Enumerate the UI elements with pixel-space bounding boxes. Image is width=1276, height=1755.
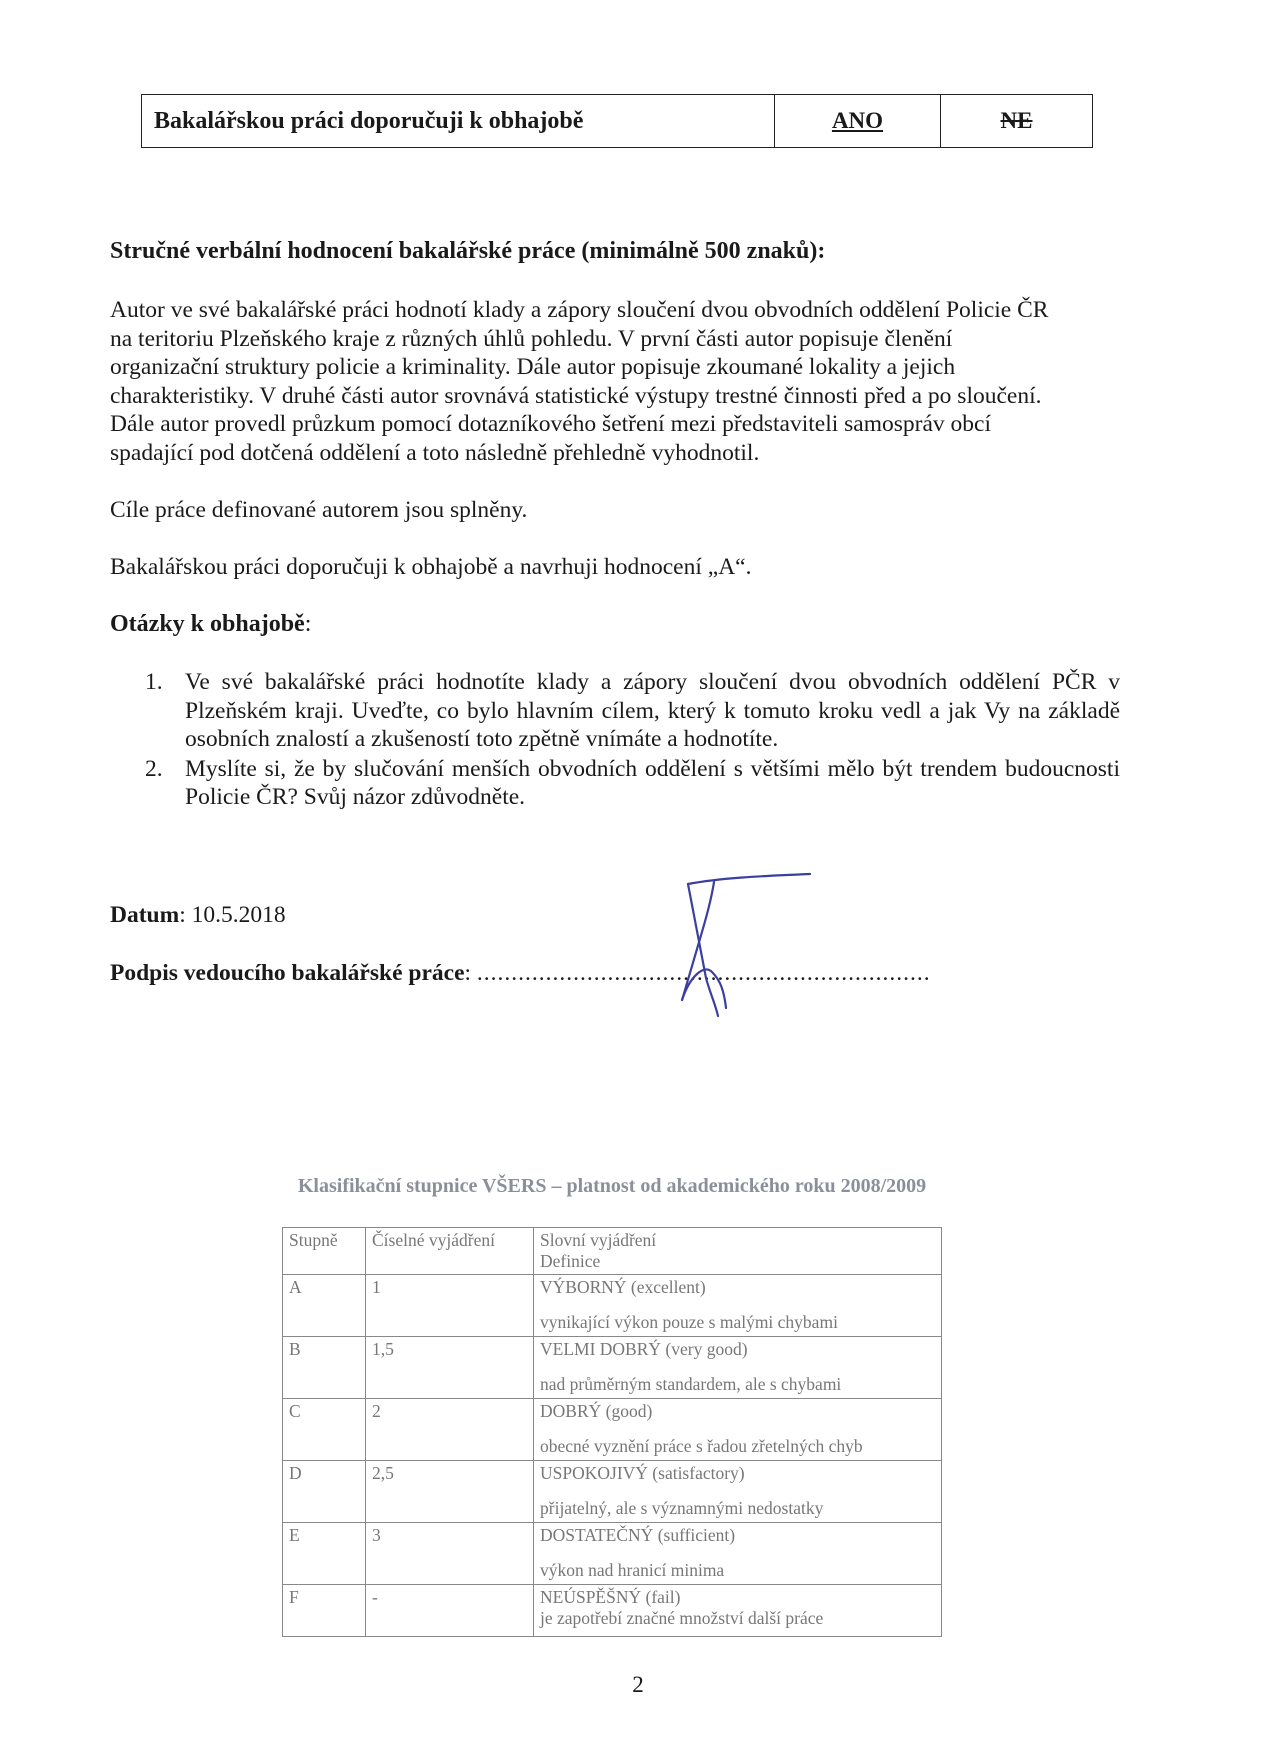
paragraph-line: Autor ve své bakalářské práci hodnotí klady a zápory sloučení dvou obvodních oddělení Policie ČR bbox=[110, 297, 1049, 323]
header-numeric: Číselné vyjádření bbox=[366, 1228, 534, 1275]
paragraph-line: na teritoriu Plzeňského kraje z různých úhlů pohledu. V první části autor popisuje členění bbox=[110, 325, 953, 352]
signature-label: Podpis vedoucího bakalářské práce bbox=[110, 960, 465, 986]
header-verbal-text: Slovní vyjádření bbox=[540, 1230, 657, 1250]
verbal-text: USPOKOJIVÝ (satisfactory) bbox=[540, 1463, 745, 1483]
definition-text: obecné vyznění práce s řadou zřetelných chyb bbox=[540, 1436, 863, 1456]
table-row bbox=[283, 1523, 942, 1585]
table-row bbox=[283, 1585, 942, 1637]
page-number: 2 bbox=[632, 1672, 644, 1697]
date-row bbox=[110, 902, 286, 929]
recommendation-yes: ANO bbox=[775, 95, 941, 147]
verbal-cell bbox=[534, 1585, 942, 1637]
questions-heading-colon: : bbox=[304, 611, 312, 637]
questions-heading-text: Otázky k obhajobě bbox=[110, 611, 305, 637]
numeric-cell: 1 bbox=[366, 1275, 534, 1337]
table-row bbox=[283, 1399, 942, 1461]
grade-cell: D bbox=[283, 1461, 366, 1523]
header-verbal bbox=[534, 1228, 942, 1275]
recommendation-no: NE bbox=[1000, 108, 1033, 133]
goals-text: Cíle práce definované autorem jsou splněny. bbox=[110, 497, 528, 523]
numeric-cell: - bbox=[366, 1585, 534, 1637]
conclusion-text: Bakalářskou práci doporučuji k obhajobě a navrhuji hodnocení „A“. bbox=[110, 554, 752, 580]
table-row bbox=[283, 1461, 942, 1523]
definition-text: nad průměrným standardem, ale s chybami bbox=[540, 1374, 842, 1394]
questions-heading bbox=[110, 611, 311, 638]
question-number: 1. bbox=[145, 669, 163, 695]
verbal-cell bbox=[534, 1399, 942, 1461]
signature-sep: : bbox=[464, 960, 472, 986]
verbal-text: VÝBORNÝ (excellent) bbox=[540, 1277, 706, 1297]
question-text: Ve své bakalářské práci hodnotíte klady a zápory sloučení dvou obvodních oddělení PČR v Plzeňském kraji. Uveďte, co bylo hlavním cílem, který k tomuto kroku vedl a jak Vy na základě osobních znalostí a zkušeností toto zpětně vnímáte a hodnotíte. bbox=[185, 669, 1120, 752]
question-item bbox=[145, 755, 1120, 812]
question-text: Myslíte si, že by slučování menších obvodních oddělení s většími mělo být trendem budoucnosti Policie ČR? Svůj názor zdůvodněte. bbox=[185, 755, 1120, 810]
grade-cell: E bbox=[283, 1523, 366, 1585]
grade-cell: C bbox=[283, 1399, 366, 1461]
paragraph-line: spadající pod dotčená oddělení a toto následně přehledně vyhodnotil. bbox=[110, 439, 760, 466]
definition-text: výkon nad hranicí minima bbox=[540, 1560, 725, 1580]
recommendation-question: Bakalářskou práci doporučuji k obhajobě bbox=[142, 95, 775, 147]
verbal-cell bbox=[534, 1523, 942, 1585]
definition-text: přijatelný, ale s významnými nedostatky bbox=[540, 1498, 824, 1518]
verbal-text: DOSTATEČNÝ (sufficient) bbox=[540, 1525, 736, 1545]
table-header-row bbox=[283, 1228, 942, 1275]
scale-title: Klasifikační stupnice VŠERS – platnost od akademického roku 2008/2009 bbox=[297, 1175, 927, 1197]
table-row bbox=[283, 1275, 942, 1337]
handwritten-signature bbox=[660, 868, 820, 1028]
date-value: 10.5.2018 bbox=[191, 902, 286, 928]
verbal-text: NEÚSPĚŠNÝ (fail) bbox=[540, 1587, 681, 1607]
verbal-text: VELMI DOBRÝ (very good) bbox=[540, 1339, 748, 1359]
paragraph-line: organizační struktury policie a kriminality. Dále autor popisuje zkoumané lokality a jejich bbox=[110, 354, 956, 380]
header-grade: Stupně bbox=[283, 1228, 366, 1275]
grade-cell: B bbox=[283, 1337, 366, 1399]
grade-cell: A bbox=[283, 1275, 366, 1337]
numeric-cell: 3 bbox=[366, 1523, 534, 1585]
numeric-cell: 2 bbox=[366, 1399, 534, 1461]
grade-cell: F bbox=[283, 1585, 366, 1637]
table-row bbox=[283, 1337, 942, 1399]
paragraph-line: Dále autor provedl průzkum pomocí dotazníkového šetření mezi představiteli samospráv obcí bbox=[110, 411, 991, 437]
verbal-cell bbox=[534, 1337, 942, 1399]
classification-table bbox=[282, 1227, 942, 1637]
verbal-text: DOBRÝ (good) bbox=[540, 1401, 653, 1421]
definition-text: je zapotřebí značné množství další práce bbox=[540, 1608, 824, 1628]
numeric-cell: 2,5 bbox=[366, 1461, 534, 1523]
numeric-cell: 1,5 bbox=[366, 1337, 534, 1399]
signature-line: .................................................................. bbox=[476, 960, 931, 986]
definition-text: vynikající výkon pouze s malými chybami bbox=[540, 1312, 838, 1332]
question-item bbox=[145, 668, 1120, 754]
question-number: 2. bbox=[145, 755, 163, 782]
verbal-paragraph bbox=[110, 296, 1120, 467]
paragraph-line: charakteristiky. V druhé části autor srovnává statistické výstupy trestné činnosti před a po sloučení. bbox=[110, 382, 1042, 409]
recommendation-table bbox=[141, 94, 1093, 148]
questions-list bbox=[145, 668, 1120, 813]
verbal-heading: Stručné verbální hodnocení bakalářské práce (minimálně 500 znaků): bbox=[110, 238, 826, 264]
date-label: Datum bbox=[110, 902, 180, 928]
verbal-cell bbox=[534, 1275, 942, 1337]
date-sep: : bbox=[179, 902, 186, 928]
header-definition-text: Definice bbox=[540, 1251, 601, 1271]
verbal-cell bbox=[534, 1461, 942, 1523]
